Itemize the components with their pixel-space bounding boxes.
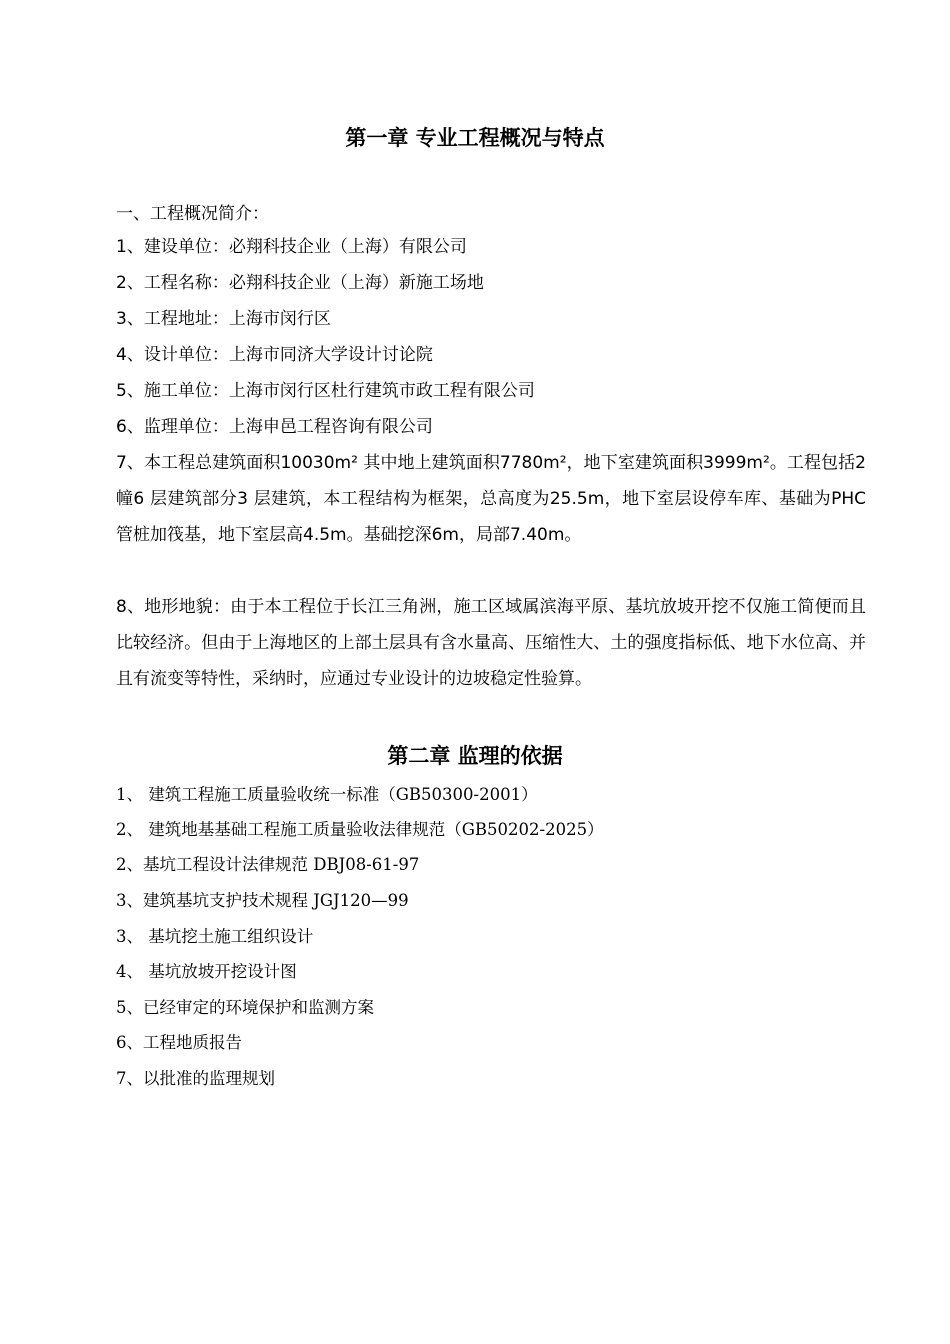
overview-item-6: 6、监理单位：上海申邑工程咨询有限公司	[116, 417, 433, 437]
overview-item-7: 7、本工程总建筑面积10030m² 其中地上建筑面积7780m²，地下室建筑面积3999m²。工程包括2 幢6 层建筑部分3 层建筑，本工程结构为框架，总高度为25.5m，地下室层设停车库、基础为PHC 管桩加筏基，地下室层高4.5m。基础挖深6m，局部7.40m。	[116, 453, 866, 545]
basis-item: 7、以批准的监理规划	[116, 1069, 275, 1088]
basis-item: 2、 建筑地基基础工程施工质量验收法律规范（GB50202-2025）	[116, 820, 604, 839]
overview-item-8: 8、地形地貌：由于本工程位于长江三角洲，施工区域属滨海平原、基坑放坡开挖不仅施工简便而且比较经济。但由于上海地区的上部土层具有含水量高、压缩性大、土的强度指标低、地下水位高、并且有流变等特性，采纳时，应通过专业设计的边坡稳定性验算。	[116, 597, 866, 689]
overview-item-2: 2、工程名称：必翔科技企业（上海）新施工场地	[116, 273, 484, 293]
basis-item: 3、建筑基坑支护技术规程 JGJ120—99	[116, 891, 409, 910]
overview-intro: 一、工程概况简介：	[116, 204, 269, 224]
overview-item-5: 5、施工单位：上海市闵行区杜行建筑市政工程有限公司	[116, 381, 535, 401]
chapter-2-title: 第二章 监理的依据	[387, 744, 563, 768]
overview-item-1: 1、建设单位：必翔科技企业（上海）有限公司	[116, 237, 467, 257]
basis-item: 6、工程地质报告	[116, 1033, 242, 1052]
overview-item-4: 4、设计单位：上海市同济大学设计讨论院	[116, 345, 433, 365]
chapter-1-title: 第一章 专业工程概况与特点	[345, 126, 605, 150]
basis-item: 2、基坑工程设计法律规范 DBJ08-61-97	[116, 855, 420, 874]
basis-item: 4、 基坑放坡开挖设计图	[116, 962, 297, 981]
basis-item: 1、 建筑工程施工质量验收统一标准（GB50300-2001）	[116, 785, 538, 804]
basis-item: 5、已经审定的环境保护和监测方案	[116, 998, 374, 1017]
overview-item-3: 3、工程地址：上海市闵行区	[116, 309, 331, 329]
basis-item: 3、 基坑挖土施工组织设计	[116, 927, 314, 946]
